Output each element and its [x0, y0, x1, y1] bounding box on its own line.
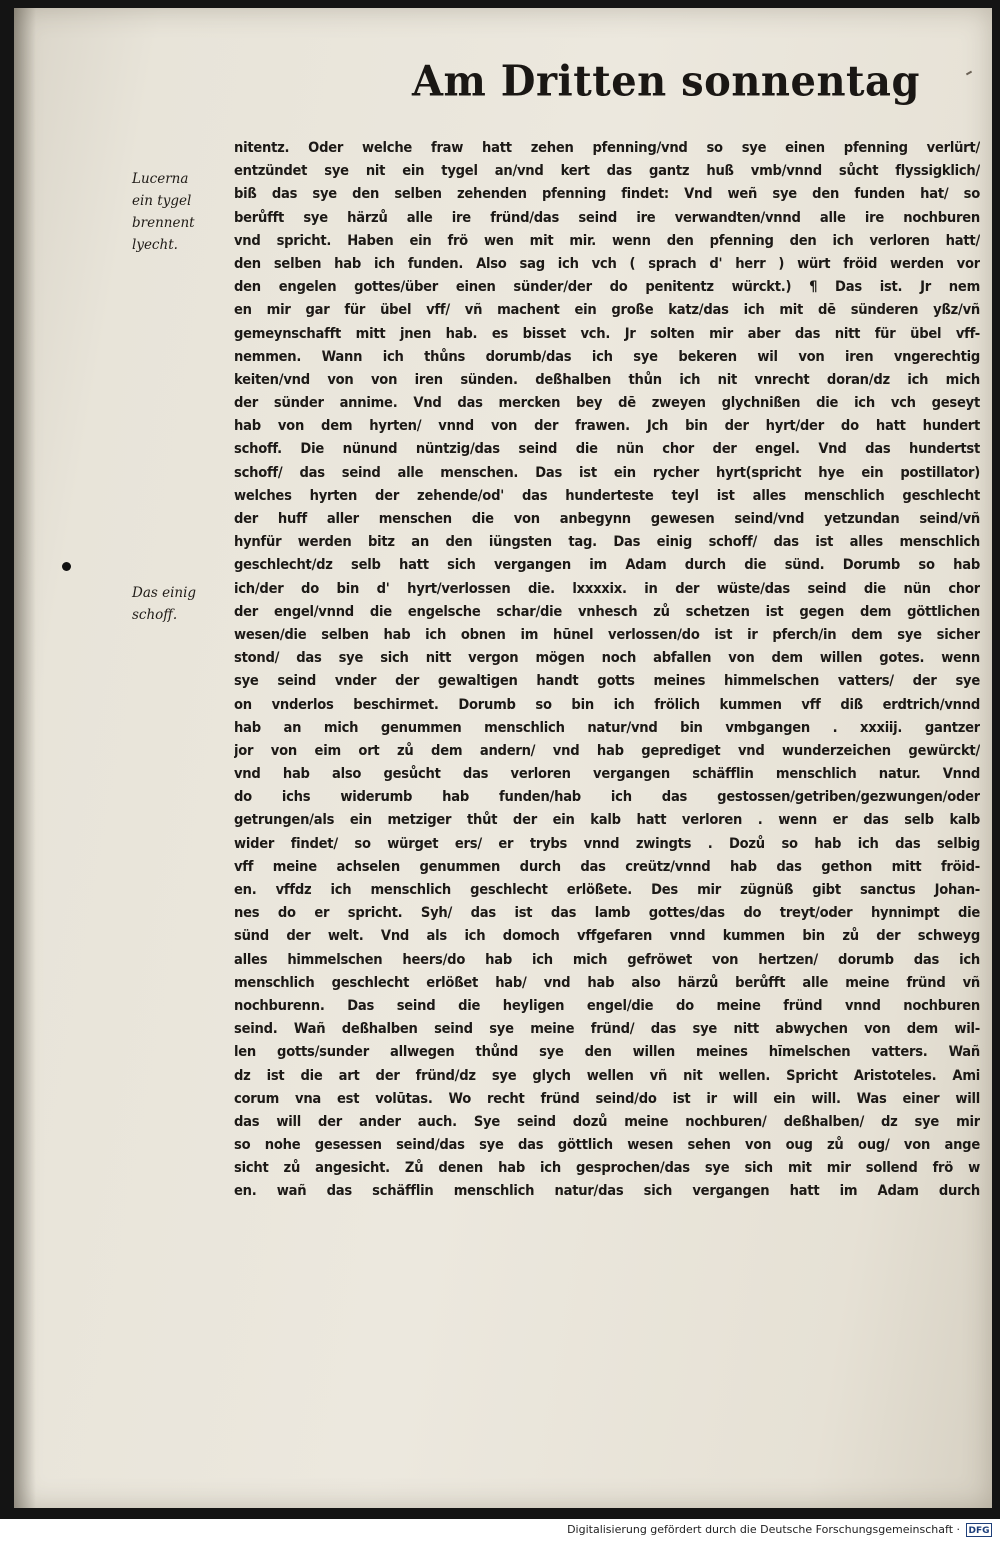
page-mark	[966, 71, 972, 76]
marginal-note-line: Lucerna	[132, 171, 189, 187]
funding-credit: Digitalisierung gefördert durch die Deutsche Forschungsgemeinschaft ·	[567, 1523, 960, 1536]
text-line: schoff/ das seind alle menschen. Das ist ein rycher hyrt(spricht hye ein postillator)	[234, 463, 980, 481]
marginal-note-schoff	[132, 582, 228, 626]
text-line: en. vffdz ich menschlich geschlecht erlößete. Des mir zügnüß gibt sanctus Johan-	[234, 881, 980, 898]
text-line: gemeynschafft mitt jnen hab. es bisset vch. Jr solten mir aber das nitt für übel vff-	[234, 324, 980, 342]
gutter-shadow	[14, 8, 36, 1508]
text-line: das will der ander auch. Sye seind dozů meine nochburen/ deßhalben/ dz sye mir	[234, 1112, 980, 1130]
text-line: len gotts/sunder allwegen thůnd sye den willen meines hīmelschen vatters. Wañ	[234, 1043, 980, 1061]
footer-bar	[0, 1519, 1000, 1541]
text-line: alles himmelschen heers/do hab ich mich gefröwet von hertzen/ dorumb das ich	[234, 950, 980, 968]
text-line: getrungen/als ein metziger thůt der ein kalb hatt verloren . wenn er das selb kalb	[234, 811, 980, 829]
book-page	[14, 8, 992, 1508]
text-line: seind. Wañ deßhalben seind sye meine fründ/ das sye nitt abwychen von dem wil-	[234, 1020, 980, 1038]
text-line: dz ist die art der fründ/dz sye glych wellen vñ nit wellen. Spricht Aristoteles. Ami	[234, 1066, 980, 1084]
text-line: keiten/vnd von von iren sünden. deßhalben thůn ich nit vnrecht doran/dz ich mich	[234, 370, 980, 388]
marginal-note-line: Das einig	[132, 585, 197, 601]
text-line: so nohe gesessen seind/das sye das göttlich wesen sehen von oug zů oug/ von ange	[234, 1136, 980, 1154]
text-line: hab an mich genummen menschlich natur/vnd bin vmbgangen . xxxiij. gantzer	[234, 718, 980, 736]
text-line: en. wañ das schäfflin menschlich natur/das sich vergangen hatt im Adam durch	[234, 1182, 980, 1200]
text-line: sye seind vnder der gewaltigen handt gotts meines himmelschen vatters/ der sye	[234, 672, 980, 690]
text-line: der huff aller menschen die von anbegynn gewesen seind/vnd yetzundan seind/vñ	[234, 510, 980, 527]
text-line: vff meine achselen genummen durch das creütz/vnnd hab das gethon mitt fröid-	[234, 857, 980, 875]
text-line: biß das sye den selben zehenden pfenning findet: Vnd weñ sye den funden hat/ so	[234, 185, 980, 203]
marginal-note-line: brennent	[132, 215, 195, 231]
text-line: der sünder annime. Vnd das mercken bey dē zweyen glychnißen die ich vch geseyt	[234, 394, 980, 412]
text-line: nochburenn. Das seind die heyligen engel/die do meine fründ vnnd nochburen	[234, 996, 980, 1014]
marginal-note-line: ein tygel	[132, 193, 192, 209]
text-line: vnd spricht. Haben ein frö wen mit mir. wenn den pfenning den ich verloren hatt/	[234, 231, 980, 249]
dfg-logo: DFG	[966, 1523, 992, 1537]
text-line: vnd hab also gesůcht das verloren vergangen schäfflin menschlich natur. Vnnd	[234, 765, 980, 783]
text-line: wider findet/ so würget ers/ er trybs vnnd zwingts . Dozů so hab ich das selbig	[234, 834, 980, 852]
running-head: Am Dritten sonnentag	[412, 56, 920, 107]
text-line: stond/ das sye sich nitt vergon mögen noch abfallen von dem willen gotes. wenn	[234, 649, 980, 667]
text-line: do ichs widerumb hab funden/hab ich das gestossen/getriben/gezwungen/oder	[234, 788, 980, 806]
text-line: nemmen. Wann ich thůns dorumb/das ich sye bekeren wil von iren vngerechtig	[234, 347, 980, 365]
marginal-note-lucerna	[132, 168, 228, 256]
marginal-note-line: schoff.	[132, 607, 178, 623]
text-line: menschlich geschlecht erlößet hab/ vnd hab also härzů berůfft alle meine fründ vñ	[234, 973, 980, 991]
text-line: hynfür werden bitz an den iüngsten tag. Das einig schoff/ das ist alles menschlich	[234, 533, 980, 551]
text-line: on vnderlos beschirmet. Dorumb so bin ich frölich kummen vff diß erdtrich/vnnd	[234, 695, 980, 713]
text-line: wesen/die selben hab ich obnen im hūnel verlossen/do ist ir pferch/in dem sye sicher	[234, 625, 980, 643]
text-line: corum vna est volūtas. Wo recht fründ seind/do ist ir will ein will. Was einer will	[234, 1089, 980, 1107]
text-line: ich/der do bin d' hyrt/verlossen die. lxxxxix. in der wüste/das seind die nün chor	[234, 579, 980, 597]
text-line: berůfft sye härzů alle ire fründ/das seind ire verwandten/vnnd alle ire nochburen	[234, 208, 980, 226]
text-line: geschlecht/dz selb hatt sich vergangen im Adam durch die sünd. Dorumb so hab	[234, 556, 980, 574]
text-line: en mir gar für übel vff/ vñ machent ein große katz/das ich mit dē sünderen yßz/vñ	[234, 301, 980, 319]
text-line: welches hyrten der zehende/od' das hunderteste teyl ist alles menschlich geschlecht	[234, 486, 980, 504]
text-line: nes do er spricht. Syh/ das ist das lamb gottes/das do treyt/oder hynnimpt die	[234, 904, 980, 922]
text-line: nitentz. Oder welche fraw hatt zehen pfenning/vnd so sye einen pfenning verlürt/	[234, 139, 980, 156]
text-line: den selben hab ich funden. Also sag ich vch ( sprach d' herr ) würt fröid werden vor	[234, 254, 980, 272]
text-line: sicht zů angesicht. Zů denen hab ich gesprochen/das sye sich mit mir sollend frö w	[234, 1159, 980, 1177]
text-line: hab von dem hyrten/ vnnd von der frawen. Jch bin der hyrt/der do hatt hundert	[234, 417, 980, 435]
text-line: schoff. Die nünund nüntzig/das seind die nün chor der engel. Vnd das hundertst	[234, 440, 980, 458]
body-text	[234, 136, 980, 1203]
text-line: entzündet sye nit ein tygel an/vnd kert das gantz huß vmb/vnnd sůcht flyssigklich/	[234, 162, 980, 180]
text-line: den engelen gottes/über einen sünder/der do penitentz würckt.) ¶ Das ist. Jr nem	[234, 278, 980, 296]
marginal-note-line: lyecht.	[132, 237, 178, 253]
text-line: sünd der welt. Vnd als ich domoch vffgefaren vnnd kummen bin zů der schweyg	[234, 927, 980, 945]
text-line: jor von eim ort zů dem andern/ vnd hab geprediget vnd wunderzeichen gewürckt/	[234, 741, 980, 759]
ink-dot	[62, 562, 71, 571]
text-line: der engel/vnnd die engelsche schar/die vnhesch zů schetzen ist gegen dem göttlichen	[234, 602, 980, 620]
